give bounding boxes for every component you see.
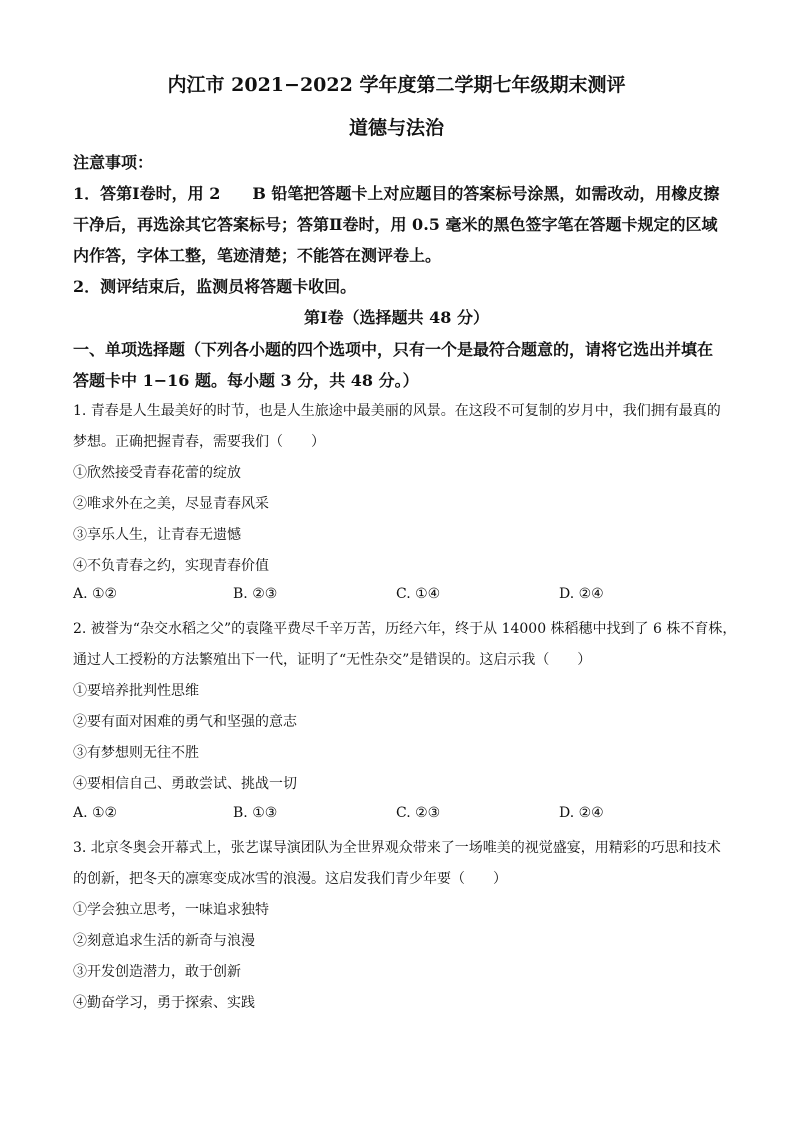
answer-options [73, 586, 713, 608]
question-item: ④不负青春之约，实现青春价值 [73, 558, 269, 574]
exam-subject: 道德与法治 [348, 117, 444, 139]
option-d: D. ②④ [559, 586, 604, 602]
question-item: ②刻意追求生活的新奇与浪漫 [73, 933, 255, 949]
question-item: ④要相信自己、勇敢尝试、挑战一切 [73, 776, 297, 792]
option-d: D. ②④ [559, 805, 604, 821]
section-instruction: 答题卡中 1−16 题。每小题 3 分，共 48 分。） [73, 371, 419, 390]
question-stem: 的创新，把冬天的凛寒变成冰雪的浪漫。这启发我们青少年要（ ） [73, 871, 507, 887]
section-title: 第Ⅰ卷（选择题共 48 分） [304, 308, 489, 327]
section-instruction: 一、单项选择题（下列各小题的四个选项中，只有一个是最符合题意的，请将它选出并填在 [73, 340, 714, 359]
question-item: ②唯求外在之美，尽显青春风采 [73, 496, 269, 512]
option-a: A. ①② [73, 805, 118, 821]
question-stem: 梦想。正确把握青春，需要我们（ ） [73, 434, 325, 450]
option-c: C. ②③ [396, 805, 441, 821]
question-item: ②要有面对困难的勇气和坚强的意志 [73, 714, 297, 730]
exam-title: 内江市 2021−2022 学年度第二学期七年级期末测评 [167, 74, 626, 96]
option-b: B. ②③ [233, 586, 278, 602]
question-stem: 3. 北京冬奥会开幕式上，张艺谋导演团队为全世界观众带来了一场唯美的视觉盛宴，用精彩的巧思和技术 [73, 840, 721, 856]
question-item: ③享乐人生，让青春无遗憾 [73, 527, 241, 543]
question-stem: 1. 青春是人生最美好的时节，也是人生旅途中最美丽的风景。在这段不可复制的岁月中，我们拥有最真的 [73, 403, 721, 419]
notes-line: 干净后，再选涂其它答案标号；答第Ⅱ卷时，用 0.5 毫米的黑色签字笔在答题卡规定的区域 [73, 215, 718, 234]
answer-options [73, 805, 713, 827]
option-b: B. ①③ [233, 805, 278, 821]
question-item: ①学会独立思考，一味追求独特 [73, 902, 269, 918]
question-item: ③开发创造潜力，敢于创新 [73, 964, 241, 980]
notes-heading: 注意事项： [73, 153, 154, 172]
question-item: ④勤奋学习，勇于探索、实践 [73, 995, 255, 1011]
option-a: A. ①② [73, 586, 118, 602]
option-c: C. ①④ [396, 586, 441, 602]
question-item: ①欣然接受青春花蕾的绽放 [73, 465, 241, 481]
question-stem: 通过人工授粉的方法繁殖出下一代，证明了“无性杂交”是错误的。这启示我（ ） [73, 652, 592, 668]
question-item: ①要培养批判性思维 [73, 683, 199, 699]
notes-line: 内作答，字体工整，笔迹清楚；不能答在测评卷上。 [73, 246, 442, 265]
notes-line: 2．测评结束后，监测员将答题卡收回。 [73, 277, 357, 296]
notes-line: 1．答第Ⅰ卷时，用 2 B 铅笔把答题卡上对应题目的答案标号涂黑，如需改动，用橡皮擦 [73, 184, 720, 203]
question-stem: 2. 被誉为“杂交水稻之父”的袁隆平费尽千辛万苦，历经六年，终于从 14000 株稻穗中找到了 6 株不育株， [73, 621, 737, 637]
question-item: ③有梦想则无往不胜 [73, 745, 199, 761]
